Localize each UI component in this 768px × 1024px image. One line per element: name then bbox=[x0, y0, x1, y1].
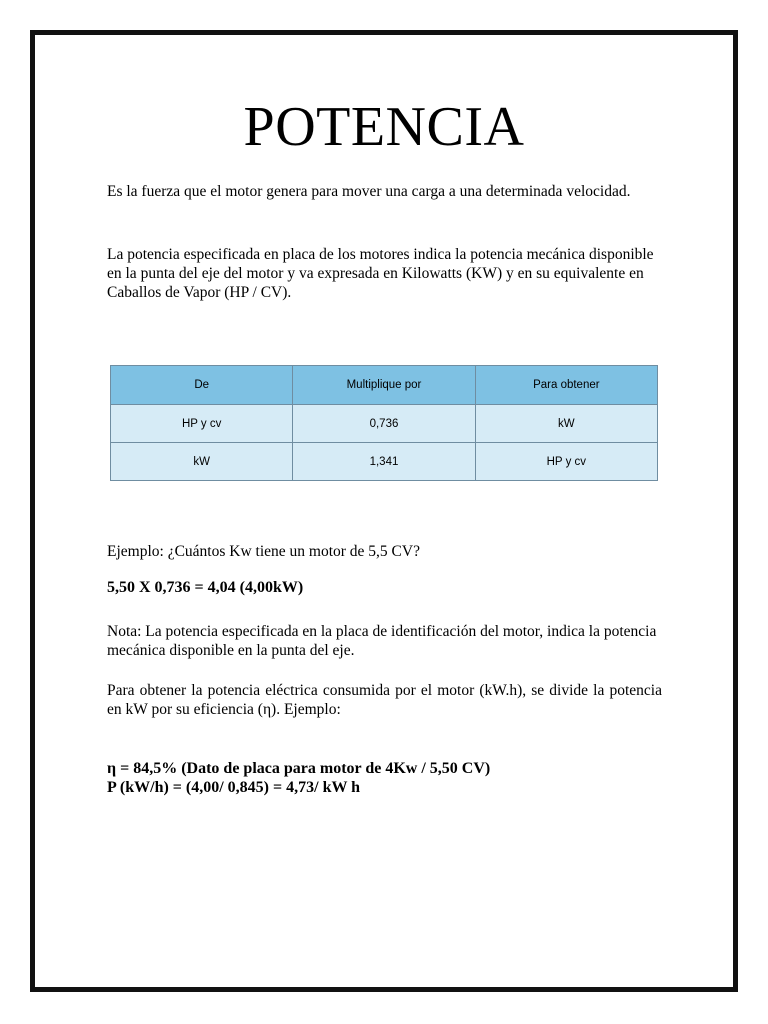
header-multiplique-por: Multiplique por bbox=[293, 366, 475, 405]
table-cell: kW bbox=[111, 443, 293, 481]
table-cell: kW bbox=[475, 405, 657, 443]
table-row bbox=[111, 443, 658, 481]
example-question: Ejemplo: ¿Cuántos Kw tiene un motor de 5,5 CV? bbox=[107, 543, 420, 560]
example-calculation: 5,50 X 0,736 = 4,04 (4,00kW) bbox=[107, 579, 304, 596]
electric-power-paragraph: Para obtener la potencia eléctrica consumida por el motor (kW.h), se divide la potencia en kW por su eficiencia (η). Ejemplo: bbox=[107, 682, 662, 718]
table-cell: 1,341 bbox=[293, 443, 475, 481]
formula-block bbox=[107, 759, 662, 797]
note-paragraph: Nota: La potencia especificada en la placa de identificación del motor, indica la potencia mecánica disponible en la punta del eje. bbox=[107, 623, 657, 659]
table-cell: 0,736 bbox=[293, 405, 475, 443]
result-line: P (kW/h) = (4,00/ 0,845) = 4,73/ kW h bbox=[107, 779, 361, 796]
efficiency-line: η = 84,5% (Dato de placa para motor de 4Kw / 5,50 CV) bbox=[107, 760, 491, 777]
header-de: De bbox=[111, 366, 293, 405]
plate-power-paragraph: La potencia especificada en placa de los motores indica la potencia mecánica disponible en la punta del eje del motor y va expresada en Kilowatts (KW) y en su equivalente en Caballos de Vapor (HP / CV). bbox=[107, 246, 654, 301]
table-header-row bbox=[111, 366, 658, 405]
page-title: POTENCIA bbox=[243, 96, 525, 158]
table-row bbox=[111, 405, 658, 443]
table-cell: HP y cv bbox=[475, 443, 657, 481]
header-para-obtener: Para obtener bbox=[475, 366, 657, 405]
conversion-table bbox=[110, 365, 658, 481]
page-border bbox=[30, 30, 738, 992]
intro-paragraph: Es la fuerza que el motor genera para mover una carga a una determinada velocidad. bbox=[107, 183, 631, 200]
table-cell: HP y cv bbox=[111, 405, 293, 443]
